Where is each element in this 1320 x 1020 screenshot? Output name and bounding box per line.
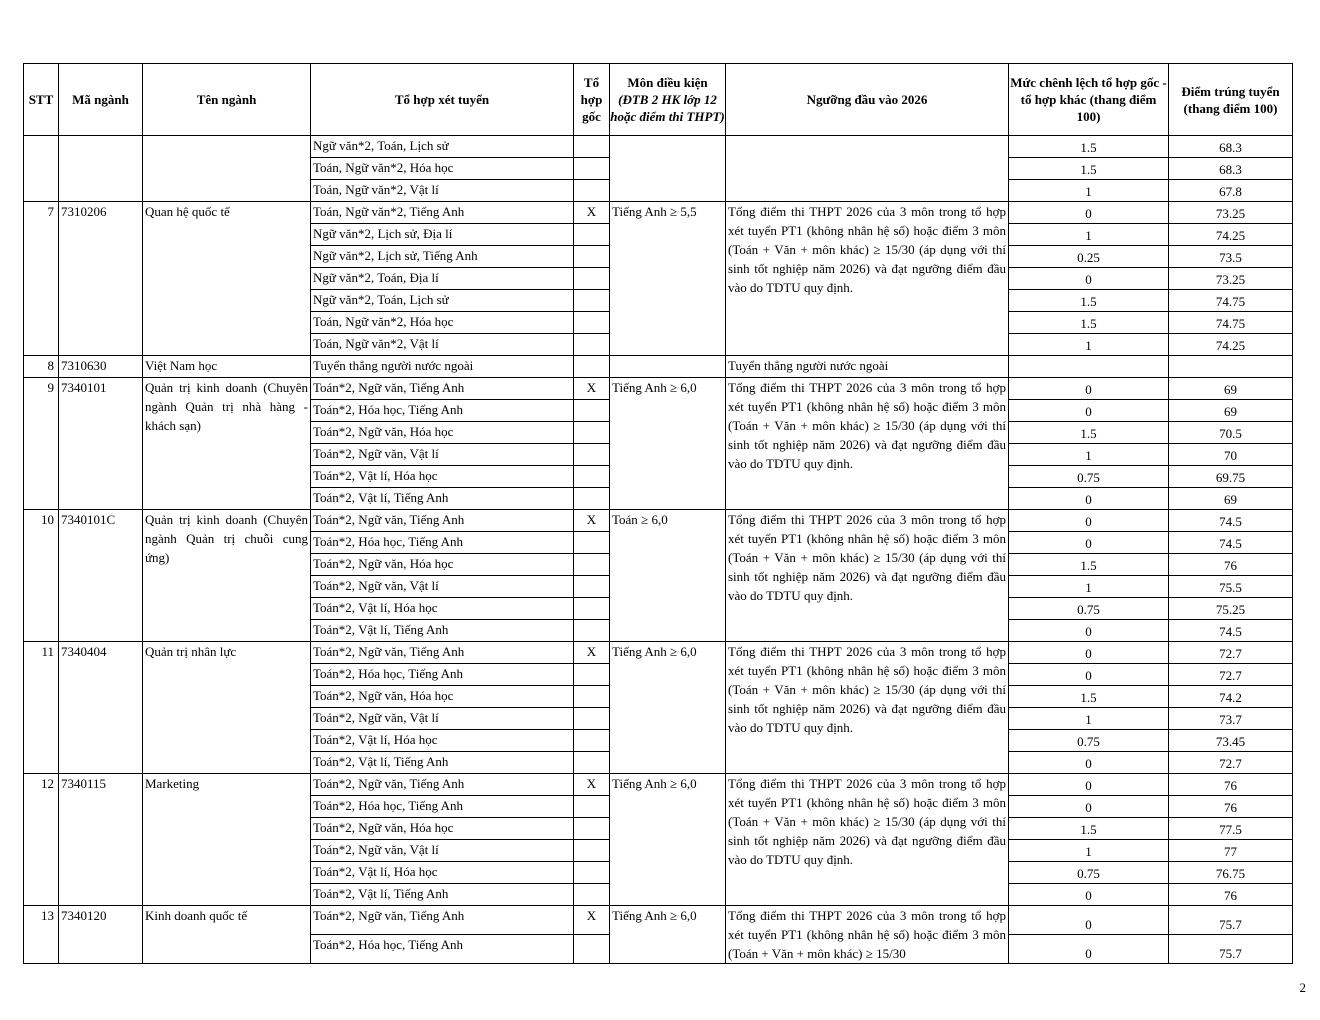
combination-cell: Toán*2, Ngữ văn, Vật lí: [311, 840, 574, 862]
original-combination-mark: [574, 422, 610, 444]
original-combination-mark: X: [574, 906, 610, 935]
combination-cell: Toán*2, Vật lí, Hóa học: [311, 598, 574, 620]
score-difference-cell: 1.5: [1009, 136, 1169, 158]
stt-cell: 12: [24, 774, 59, 906]
original-combination-mark: X: [574, 774, 610, 796]
major-name-cell: [143, 136, 311, 202]
original-combination-mark: [574, 686, 610, 708]
admission-score-cell: 69: [1169, 488, 1293, 510]
combination-cell: Toán*2, Ngữ văn, Tiếng Anh: [311, 378, 574, 400]
original-combination-mark: [574, 246, 610, 268]
combination-cell: Toán*2, Vật lí, Hóa học: [311, 466, 574, 488]
admission-score-cell: [1169, 356, 1293, 378]
score-difference-cell: 1.5: [1009, 158, 1169, 180]
original-combination-mark: [574, 136, 610, 158]
original-combination-mark: [574, 488, 610, 510]
admission-score-cell: 73.7: [1169, 708, 1293, 730]
admission-score-cell: 69: [1169, 400, 1293, 422]
score-difference-cell: 0: [1009, 906, 1169, 935]
table-row: [24, 378, 1293, 400]
table-row: [24, 774, 1293, 796]
score-difference-cell: 0: [1009, 774, 1169, 796]
combination-cell: Toán*2, Hóa học, Tiếng Anh: [311, 796, 574, 818]
admission-score-table: [23, 63, 1293, 964]
score-difference-cell: 0.75: [1009, 598, 1169, 620]
original-combination-mark: [574, 180, 610, 202]
score-difference-cell: 0: [1009, 488, 1169, 510]
score-difference-cell: 1.5: [1009, 686, 1169, 708]
combination-cell: Toán*2, Vật lí, Hóa học: [311, 730, 574, 752]
score-difference-cell: 0: [1009, 532, 1169, 554]
score-difference-cell: 0: [1009, 202, 1169, 224]
admission-score-cell: 74.75: [1169, 312, 1293, 334]
original-combination-mark: X: [574, 642, 610, 664]
header-muc-chenh-lech: Mức chênh lệch tổ hợp gốc - tổ hợp khác (thang điểm 100): [1009, 64, 1169, 136]
entry-threshold-cell: Tổng điểm thi THPT 2026 của 3 môn trong tổ hợp xét tuyển PT1 (không nhân hệ số) hoặc điểm 3 môn (Toán + Văn + môn khác) ≥ 15/30 (áp dụng với thí sinh tốt nghiệp năm 2026) và đạt ngưỡng điểm đầu vào do TDTU quy định.: [726, 378, 1009, 510]
condition-subject-cell: [610, 136, 726, 202]
admission-score-cell: 76: [1169, 554, 1293, 576]
original-combination-mark: [574, 598, 610, 620]
header-mon-dieu-kien-note: (ĐTB 2 HK lớp 12 hoặc điểm thi THPT): [610, 92, 725, 124]
combination-cell: Toán*2, Ngữ văn, Tiếng Anh: [311, 906, 574, 935]
admission-score-cell: 76.75: [1169, 862, 1293, 884]
combination-cell: Toán*2, Hóa học, Tiếng Anh: [311, 935, 574, 964]
combination-cell: Toán*2, Hóa học, Tiếng Anh: [311, 664, 574, 686]
table-row: [24, 136, 1293, 158]
stt-cell: 11: [24, 642, 59, 774]
admission-score-cell: 72.7: [1169, 752, 1293, 774]
combination-cell: Toán*2, Ngữ văn, Hóa học: [311, 422, 574, 444]
combination-cell: Toán, Ngữ văn*2, Hóa học: [311, 312, 574, 334]
combination-cell: Ngữ văn*2, Toán, Địa lí: [311, 268, 574, 290]
table-row: [24, 510, 1293, 532]
admission-score-cell: 74.5: [1169, 532, 1293, 554]
original-combination-mark: [574, 730, 610, 752]
table-row: [24, 356, 1293, 378]
score-difference-cell: 0: [1009, 796, 1169, 818]
stt-cell: 13: [24, 906, 59, 964]
combination-cell: Toán*2, Ngữ văn, Hóa học: [311, 686, 574, 708]
stt-cell: [24, 136, 59, 202]
admission-score-cell: 77: [1169, 840, 1293, 862]
score-difference-cell: 1: [1009, 840, 1169, 862]
combination-cell: Toán*2, Ngữ văn, Vật lí: [311, 576, 574, 598]
entry-threshold-cell: Tổng điểm thi THPT 2026 của 3 môn trong tổ hợp xét tuyển PT1 (không nhân hệ số) hoặc điểm 3 môn (Toán + Văn + môn khác) ≥ 15/30 (áp dụng với thí sinh tốt nghiệp năm 2026) và đạt ngưỡng điểm đầu vào do TDTU quy định.: [726, 774, 1009, 906]
combination-cell: Ngữ văn*2, Lịch sử, Tiếng Anh: [311, 246, 574, 268]
header-diem-trung-tuyen: Điểm trúng tuyển (thang điểm 100): [1169, 64, 1293, 136]
major-code-cell: 7310630: [59, 356, 143, 378]
admission-score-cell: 73.45: [1169, 730, 1293, 752]
entry-threshold-cell: [726, 136, 1009, 202]
entry-threshold-cell: Tổng điểm thi THPT 2026 của 3 môn trong tổ hợp xét tuyển PT1 (không nhân hệ số) hoặc điểm 3 môn (Toán + Văn + môn khác) ≥ 15/30 (áp dụng với thí sinh tốt nghiệp năm 2026) và đạt ngưỡng điểm đầu vào do TDTU quy định.: [726, 510, 1009, 642]
stt-cell: 8: [24, 356, 59, 378]
score-difference-cell: 1: [1009, 224, 1169, 246]
original-combination-mark: [574, 840, 610, 862]
score-difference-cell: 1.5: [1009, 312, 1169, 334]
major-code-cell: 7340101: [59, 378, 143, 510]
score-difference-cell: 0: [1009, 400, 1169, 422]
major-name-cell: Quan hệ quốc tế: [143, 202, 311, 356]
page-number: 2: [1299, 980, 1306, 995]
header-stt: STT: [24, 64, 59, 136]
score-difference-cell: 1.5: [1009, 422, 1169, 444]
combination-cell: Toán*2, Vật lí, Tiếng Anh: [311, 620, 574, 642]
score-difference-cell: 0: [1009, 935, 1169, 964]
original-combination-mark: X: [574, 510, 610, 532]
entry-threshold-cell: Tổng điểm thi THPT 2026 của 3 môn trong tổ hợp xét tuyển PT1 (không nhân hệ số) hoặc điểm 3 môn (Toán + Văn + môn khác) ≥ 15/30 (áp dụng với thí sinh tốt nghiệp năm 2026) và đạt ngưỡng điểm đầu vào do TDTU quy định.: [726, 202, 1009, 356]
original-combination-mark: [574, 532, 610, 554]
score-difference-cell: 0: [1009, 268, 1169, 290]
condition-subject-cell: Tiếng Anh ≥ 6,0: [610, 774, 726, 906]
original-combination-mark: [574, 796, 610, 818]
score-difference-cell: 0.75: [1009, 730, 1169, 752]
score-difference-cell: 1.5: [1009, 554, 1169, 576]
combination-cell: Ngữ văn*2, Lịch sử, Địa lí: [311, 224, 574, 246]
original-combination-mark: [574, 334, 610, 356]
admission-score-cell: 75.7: [1169, 935, 1293, 964]
admission-score-cell: 68.3: [1169, 136, 1293, 158]
admission-score-cell: 70: [1169, 444, 1293, 466]
condition-subject-cell: [610, 356, 726, 378]
header-ten-nganh: Tên ngành: [143, 64, 311, 136]
combination-cell: Toán*2, Ngữ văn, Vật lí: [311, 444, 574, 466]
major-name-cell: Kinh doanh quốc tế: [143, 906, 311, 964]
admission-score-cell: 72.7: [1169, 664, 1293, 686]
entry-threshold-cell: Tuyển thẳng người nước ngoài: [726, 356, 1009, 378]
combination-cell: Toán*2, Ngữ văn, Hóa học: [311, 818, 574, 840]
table-body: [24, 136, 1293, 964]
score-difference-cell: 0: [1009, 752, 1169, 774]
major-code-cell: [59, 136, 143, 202]
score-difference-cell: 1: [1009, 576, 1169, 598]
admission-score-cell: 74.5: [1169, 620, 1293, 642]
admission-score-cell: 75.5: [1169, 576, 1293, 598]
admission-score-cell: 76: [1169, 796, 1293, 818]
original-combination-mark: [574, 466, 610, 488]
original-combination-mark: [574, 620, 610, 642]
admission-score-cell: 74.25: [1169, 224, 1293, 246]
original-combination-mark: [574, 576, 610, 598]
header-nguong: Ngưỡng đầu vào 2026: [726, 64, 1009, 136]
combination-cell: Toán, Ngữ văn*2, Vật lí: [311, 334, 574, 356]
score-difference-cell: 0.75: [1009, 862, 1169, 884]
admission-score-cell: 74.75: [1169, 290, 1293, 312]
score-difference-cell: 0: [1009, 642, 1169, 664]
major-name-cell: Quản trị kinh doanh (Chuyên ngành Quản trị chuỗi cung ứng): [143, 510, 311, 642]
major-code-cell: 7340101C: [59, 510, 143, 642]
score-difference-cell: 1.5: [1009, 290, 1169, 312]
stt-cell: 7: [24, 202, 59, 356]
original-combination-mark: X: [574, 202, 610, 224]
table-row: [24, 906, 1293, 935]
table-row: [24, 642, 1293, 664]
entry-threshold-cell: Tổng điểm thi THPT 2026 của 3 môn trong tổ hợp xét tuyển PT1 (không nhân hệ số) hoặc điểm 3 môn (Toán + Văn + môn khác) ≥ 15/30: [726, 906, 1009, 964]
score-difference-cell: 0: [1009, 620, 1169, 642]
header-to-hop: Tổ hợp xét tuyển: [311, 64, 574, 136]
score-difference-cell: 0.25: [1009, 246, 1169, 268]
score-difference-cell: 1: [1009, 444, 1169, 466]
admission-score-cell: 73.25: [1169, 268, 1293, 290]
score-difference-cell: 1: [1009, 334, 1169, 356]
combination-cell: Toán*2, Ngữ văn, Tiếng Anh: [311, 774, 574, 796]
table-row: [24, 202, 1293, 224]
condition-subject-cell: Tiếng Anh ≥ 6,0: [610, 642, 726, 774]
combination-cell: Toán*2, Hóa học, Tiếng Anh: [311, 400, 574, 422]
combination-cell: Tuyển thẳng người nước ngoài: [311, 356, 574, 378]
original-combination-mark: [574, 290, 610, 312]
combination-cell: Toán*2, Vật lí, Hóa học: [311, 862, 574, 884]
major-name-cell: Marketing: [143, 774, 311, 906]
original-combination-mark: X: [574, 378, 610, 400]
original-combination-mark: [574, 935, 610, 964]
major-code-cell: 7310206: [59, 202, 143, 356]
admission-score-cell: 73.25: [1169, 202, 1293, 224]
admission-score-cell: 74.5: [1169, 510, 1293, 532]
major-code-cell: 7340120: [59, 906, 143, 964]
major-name-cell: Quản trị nhân lực: [143, 642, 311, 774]
condition-subject-cell: Tiếng Anh ≥ 6,0: [610, 906, 726, 964]
score-difference-cell: 1: [1009, 708, 1169, 730]
combination-cell: Ngữ văn*2, Toán, Lịch sử: [311, 290, 574, 312]
combination-cell: Toán, Ngữ văn*2, Tiếng Anh: [311, 202, 574, 224]
admission-score-cell: 68.3: [1169, 158, 1293, 180]
combination-cell: Toán*2, Hóa học, Tiếng Anh: [311, 532, 574, 554]
original-combination-mark: [574, 268, 610, 290]
score-difference-cell: 0: [1009, 884, 1169, 906]
admission-score-cell: 73.5: [1169, 246, 1293, 268]
admission-score-cell: 77.5: [1169, 818, 1293, 840]
original-combination-mark: [574, 664, 610, 686]
condition-subject-cell: Tiếng Anh ≥ 5,5: [610, 202, 726, 356]
admission-score-table-container: [23, 63, 1292, 961]
original-combination-mark: [574, 554, 610, 576]
original-combination-mark: [574, 752, 610, 774]
score-difference-cell: 0: [1009, 510, 1169, 532]
score-difference-cell: 0: [1009, 378, 1169, 400]
table-header-row: [24, 64, 1293, 136]
stt-cell: 10: [24, 510, 59, 642]
score-difference-cell: 1.5: [1009, 818, 1169, 840]
original-combination-mark: [574, 400, 610, 422]
admission-score-cell: 76: [1169, 774, 1293, 796]
score-difference-cell: 0.75: [1009, 466, 1169, 488]
combination-cell: Toán, Ngữ văn*2, Vật lí: [311, 180, 574, 202]
original-combination-mark: [574, 884, 610, 906]
admission-score-cell: 75.25: [1169, 598, 1293, 620]
header-to-hop-goc: Tổ hợp gốc: [574, 64, 610, 136]
admission-score-cell: 67.8: [1169, 180, 1293, 202]
admission-score-cell: 74.25: [1169, 334, 1293, 356]
combination-cell: Toán*2, Ngữ văn, Vật lí: [311, 708, 574, 730]
header-mon-dieu-kien: [610, 64, 726, 136]
original-combination-mark: [574, 818, 610, 840]
original-combination-mark: [574, 862, 610, 884]
stt-cell: 9: [24, 378, 59, 510]
combination-cell: Toán*2, Vật lí, Tiếng Anh: [311, 488, 574, 510]
score-difference-cell: 0: [1009, 664, 1169, 686]
combination-cell: Toán*2, Ngữ văn, Hóa học: [311, 554, 574, 576]
condition-subject-cell: Toán ≥ 6,0: [610, 510, 726, 642]
original-combination-mark: [574, 224, 610, 246]
original-combination-mark: [574, 312, 610, 334]
condition-subject-cell: Tiếng Anh ≥ 6,0: [610, 378, 726, 510]
admission-score-cell: 76: [1169, 884, 1293, 906]
score-difference-cell: [1009, 356, 1169, 378]
entry-threshold-cell: Tổng điểm thi THPT 2026 của 3 môn trong tổ hợp xét tuyển PT1 (không nhân hệ số) hoặc điểm 3 môn (Toán + Văn + môn khác) ≥ 15/30 (áp dụng với thí sinh tốt nghiệp năm 2026) và đạt ngưỡng điểm đầu vào do TDTU quy định.: [726, 642, 1009, 774]
major-code-cell: 7340404: [59, 642, 143, 774]
combination-cell: Toán*2, Vật lí, Tiếng Anh: [311, 884, 574, 906]
header-ma-nganh: Mã ngành: [59, 64, 143, 136]
original-combination-mark: [574, 356, 610, 378]
combination-cell: Toán*2, Ngữ văn, Tiếng Anh: [311, 642, 574, 664]
admission-score-cell: 70.5: [1169, 422, 1293, 444]
admission-score-cell: 75.7: [1169, 906, 1293, 935]
header-mon-dieu-kien-title: Môn điều kiện: [627, 75, 708, 90]
original-combination-mark: [574, 708, 610, 730]
admission-score-cell: 74.2: [1169, 686, 1293, 708]
admission-score-cell: 69.75: [1169, 466, 1293, 488]
original-combination-mark: [574, 158, 610, 180]
original-combination-mark: [574, 444, 610, 466]
combination-cell: Ngữ văn*2, Toán, Lịch sử: [311, 136, 574, 158]
combination-cell: Toán*2, Ngữ văn, Tiếng Anh: [311, 510, 574, 532]
admission-score-cell: 69: [1169, 378, 1293, 400]
admission-score-cell: 72.7: [1169, 642, 1293, 664]
major-code-cell: 7340115: [59, 774, 143, 906]
score-difference-cell: 1: [1009, 180, 1169, 202]
major-name-cell: Việt Nam học: [143, 356, 311, 378]
combination-cell: Toán*2, Vật lí, Tiếng Anh: [311, 752, 574, 774]
major-name-cell: Quản trị kinh doanh (Chuyên ngành Quản trị nhà hàng - khách sạn): [143, 378, 311, 510]
combination-cell: Toán, Ngữ văn*2, Hóa học: [311, 158, 574, 180]
